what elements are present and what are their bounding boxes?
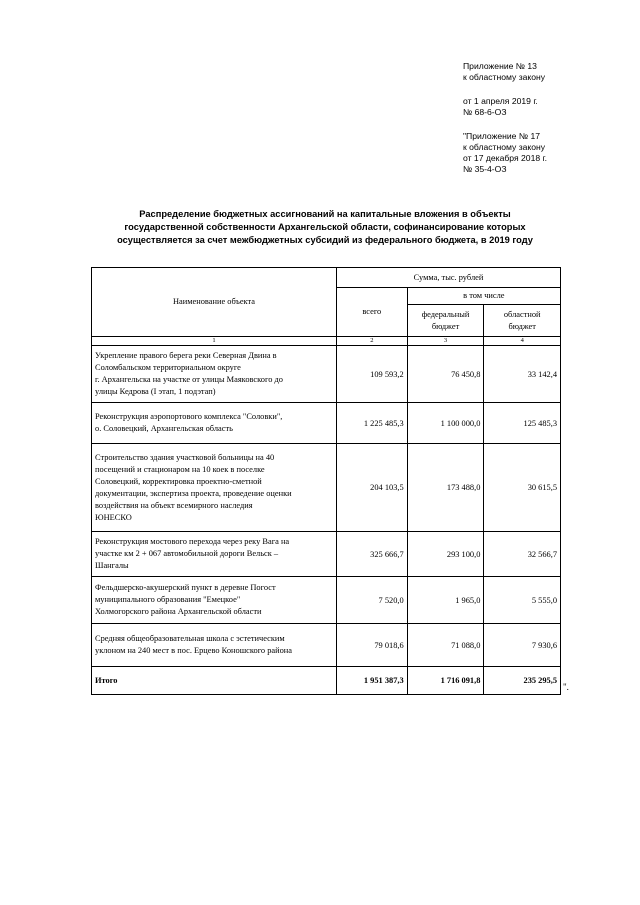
title-line: Распределение бюджетных ассигнований на капитальные вложения в объекты bbox=[139, 209, 511, 219]
total-value: 109 593,2 bbox=[336, 346, 407, 403]
total-value: 1 951 387,3 bbox=[336, 667, 407, 695]
document-title bbox=[90, 208, 560, 247]
appendix-line: от 1 апреля 2019 г. bbox=[463, 96, 538, 106]
federal-value: 173 488,0 bbox=[407, 444, 484, 532]
total-label: Итого bbox=[92, 667, 337, 695]
object-name: Фельдшерско-акушерский пункт в деревне Погост муниципального образования "Емецкое" Холмогорского района Архангельской области bbox=[92, 577, 337, 624]
object-name: Реконструкция мостового перехода через реку Вага на участке км 2 + 067 автомобильной дороги Вельск – Шангалы bbox=[92, 532, 337, 577]
appendix-line: к областному закону bbox=[463, 72, 546, 82]
header-federal: федеральный бюджет bbox=[407, 305, 484, 337]
appendix-block bbox=[463, 61, 623, 188]
appendix-line: Приложение № 13 bbox=[463, 61, 537, 71]
index-cell: 1 bbox=[92, 337, 337, 346]
appendix-line: "Приложение № 17 bbox=[463, 131, 541, 141]
table-row bbox=[92, 346, 561, 403]
header-sum: Сумма, тыс. рублей bbox=[336, 268, 560, 288]
total-value: 204 103,5 bbox=[336, 444, 407, 532]
regional-value: 32 566,7 bbox=[484, 532, 561, 577]
header-regional: областной бюджет bbox=[484, 305, 561, 337]
table-row bbox=[92, 403, 561, 444]
federal-value: 1 716 091,8 bbox=[407, 667, 484, 695]
appendix-group-2 bbox=[463, 96, 623, 118]
federal-value: 71 088,0 bbox=[407, 624, 484, 667]
regional-value: 30 615,5 bbox=[484, 444, 561, 532]
federal-value: 76 450,8 bbox=[407, 346, 484, 403]
table-row bbox=[92, 624, 561, 667]
regional-value: 125 485,3 bbox=[484, 403, 561, 444]
federal-value: 1 100 000,0 bbox=[407, 403, 484, 444]
regional-value: 7 930,6 bbox=[484, 624, 561, 667]
total-value: 79 018,6 bbox=[336, 624, 407, 667]
appendix-line: № 68-6-ОЗ bbox=[463, 107, 507, 117]
regional-value: 33 142,4 bbox=[484, 346, 561, 403]
index-cell: 3 bbox=[407, 337, 484, 346]
total-value: 1 225 485,3 bbox=[336, 403, 407, 444]
appendix-line: № 35-4-ОЗ bbox=[463, 164, 507, 174]
total-value: 325 666,7 bbox=[336, 532, 407, 577]
appendix-line: к областному закону bbox=[463, 142, 546, 152]
total-row bbox=[92, 667, 561, 695]
object-name: Строительство здания участковой больницы на 40 посещений и стационаром на 10 коек в поселке Соловецкий, корректировка проектно-сметной документации, экспертиза проекта, проведение оценки воздействия на объект всемирного наследия ЮНЕСКО bbox=[92, 444, 337, 532]
object-name: Реконструкция аэропортового комплекса "Соловки", о. Соловецкий, Архангельская область bbox=[92, 403, 337, 444]
total-value: 7 520,0 bbox=[336, 577, 407, 624]
regional-value: 235 295,5 bbox=[484, 667, 561, 695]
table-row bbox=[92, 444, 561, 532]
title-line: осуществляется за счет межбюджетных субсидий из федерального бюджета, в 2019 году bbox=[117, 235, 533, 245]
federal-value: 293 100,0 bbox=[407, 532, 484, 577]
index-row bbox=[92, 337, 561, 346]
object-name: Средняя общеобразовательная школа с эстетическим уклоном на 240 мест в пос. Ерцево Коношского района bbox=[92, 624, 337, 667]
title-line: государственной собственности Архангельской области, софинансирование которых bbox=[124, 222, 526, 232]
table-row bbox=[92, 577, 561, 624]
budget-table bbox=[91, 267, 561, 695]
regional-value: 5 555,0 bbox=[484, 577, 561, 624]
appendix-line: от 17 декабря 2018 г. bbox=[463, 153, 548, 163]
closing-quote: ". bbox=[563, 682, 569, 692]
federal-value: 1 965,0 bbox=[407, 577, 484, 624]
appendix-group-3 bbox=[463, 131, 623, 175]
table-row bbox=[92, 532, 561, 577]
index-cell: 4 bbox=[484, 337, 561, 346]
index-cell: 2 bbox=[336, 337, 407, 346]
object-name: Укрепление правого берега реки Северная Двина в Соломбальском территориальном округе г. Архангельска на участке от улицы Маяковского до улицы Кедрова (I этап, 1 подэтап) bbox=[92, 346, 337, 403]
header-total: всего bbox=[336, 288, 407, 337]
header-object-name: Наименование объекта bbox=[92, 268, 337, 337]
appendix-group-1 bbox=[463, 61, 623, 83]
header-including: в том числе bbox=[407, 288, 560, 305]
